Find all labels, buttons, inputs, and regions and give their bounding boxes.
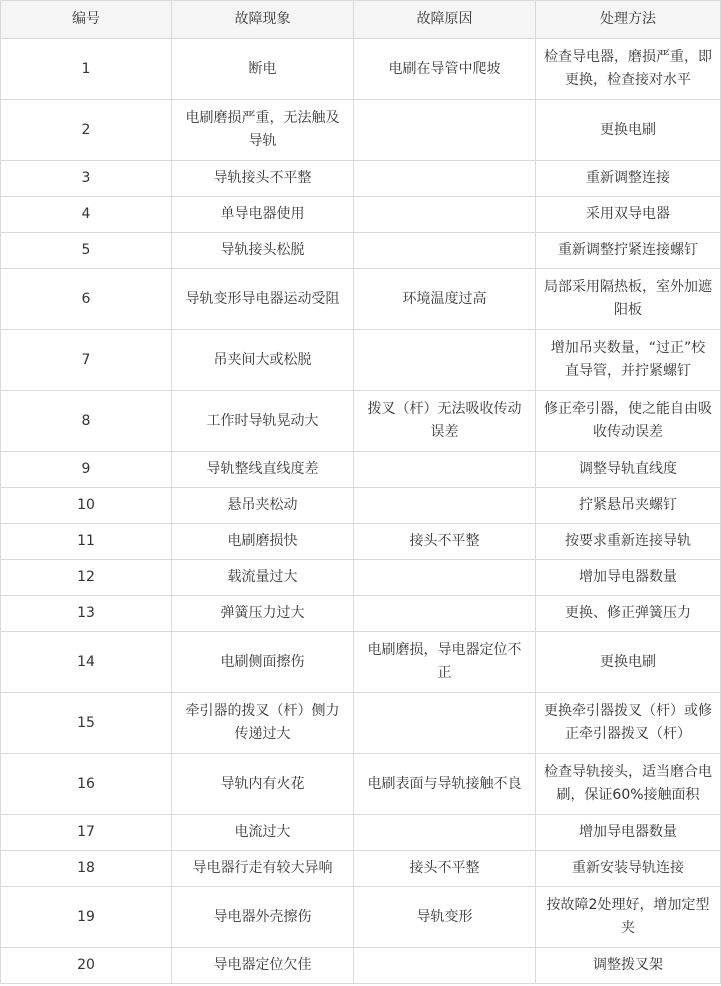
cell-symptom: 载流量过大 <box>172 560 354 596</box>
cell-cause <box>354 233 536 269</box>
cell-fix: 更换电刷 <box>536 100 721 161</box>
cell-cause <box>354 197 536 233</box>
cell-symptom: 导轨接头松脱 <box>172 233 354 269</box>
cell-fix: 检查导电器，磨损严重，即更换，检查接对水平 <box>536 39 721 100</box>
cell-symptom: 单导电器使用 <box>172 197 354 233</box>
cell-no: 18 <box>1 851 172 887</box>
cell-cause <box>354 948 536 984</box>
cell-fix: 更换、修正弹簧压力 <box>536 596 721 632</box>
cell-fix: 修正牵引器，使之能自由吸收传动误差 <box>536 391 721 452</box>
cell-cause: 导轨变形 <box>354 887 536 948</box>
cell-no: 4 <box>1 197 172 233</box>
cell-symptom: 导轨内有火花 <box>172 754 354 815</box>
cell-no: 13 <box>1 596 172 632</box>
cell-symptom: 工作时导轨晃动大 <box>172 391 354 452</box>
cell-no: 2 <box>1 100 172 161</box>
table-row <box>1 524 721 560</box>
cell-no: 6 <box>1 269 172 330</box>
header-symptom: 故障现象 <box>172 1 354 39</box>
cell-symptom: 导轨接头不平整 <box>172 161 354 197</box>
table-row <box>1 391 721 452</box>
cell-cause <box>354 330 536 391</box>
cell-no: 10 <box>1 488 172 524</box>
cell-fix: 拧紧悬吊夹螺钉 <box>536 488 721 524</box>
cell-fix: 采用双导电器 <box>536 197 721 233</box>
cell-no: 20 <box>1 948 172 984</box>
header-cause: 故障原因 <box>354 1 536 39</box>
cell-no: 12 <box>1 560 172 596</box>
cell-no: 19 <box>1 887 172 948</box>
cell-cause: 电刷表面与导轨接触不良 <box>354 754 536 815</box>
cell-cause: 接头不平整 <box>354 851 536 887</box>
cell-symptom: 吊夹间大或松脱 <box>172 330 354 391</box>
table-row <box>1 488 721 524</box>
cell-symptom: 弹簧压力过大 <box>172 596 354 632</box>
cell-no: 8 <box>1 391 172 452</box>
cell-symptom: 导电器外壳擦伤 <box>172 887 354 948</box>
cell-no: 17 <box>1 815 172 851</box>
cell-symptom: 导轨变形导电器运动受阻 <box>172 269 354 330</box>
header-no: 编号 <box>1 1 172 39</box>
table-row <box>1 197 721 233</box>
cell-cause <box>354 488 536 524</box>
cell-fix: 重新调整拧紧连接螺钉 <box>536 233 721 269</box>
cell-cause: 电刷在导管中爬坡 <box>354 39 536 100</box>
cell-symptom: 导电器行走有较大异响 <box>172 851 354 887</box>
cell-no: 9 <box>1 452 172 488</box>
cell-symptom: 电流过大 <box>172 815 354 851</box>
table-header-row <box>1 1 721 39</box>
table-row <box>1 815 721 851</box>
cell-cause <box>354 693 536 754</box>
cell-cause <box>354 815 536 851</box>
cell-fix: 增加导电器数量 <box>536 815 721 851</box>
cell-cause: 拨叉（杆）无法吸收传动误差 <box>354 391 536 452</box>
cell-fix: 重新安装导轨连接 <box>536 851 721 887</box>
table-row <box>1 632 721 693</box>
cell-no: 5 <box>1 233 172 269</box>
cell-symptom: 电刷磨损快 <box>172 524 354 560</box>
cell-fix: 按要求重新连接导轨 <box>536 524 721 560</box>
cell-no: 3 <box>1 161 172 197</box>
cell-symptom: 导轨整线直线度差 <box>172 452 354 488</box>
cell-symptom: 电刷磨损严重，无法触及导轨 <box>172 100 354 161</box>
cell-symptom: 牵引器的拨叉（杆）侧力传递过大 <box>172 693 354 754</box>
cell-fix: 按故障2处理好，增加定型夹 <box>536 887 721 948</box>
table-row <box>1 233 721 269</box>
header-fix: 处理方法 <box>536 1 721 39</box>
cell-no: 11 <box>1 524 172 560</box>
cell-no: 16 <box>1 754 172 815</box>
cell-fix: 调整拨叉架 <box>536 948 721 984</box>
cell-fix: 更换牵引器拨叉（杆）或修正牵引器拨叉（杆） <box>536 693 721 754</box>
cell-symptom: 电刷侧面擦伤 <box>172 632 354 693</box>
cell-symptom: 导电器定位欠佳 <box>172 948 354 984</box>
cell-cause: 电刷磨损，导电器定位不正 <box>354 632 536 693</box>
cell-no: 1 <box>1 39 172 100</box>
cell-no: 14 <box>1 632 172 693</box>
table-row <box>1 39 721 100</box>
cell-symptom: 断电 <box>172 39 354 100</box>
cell-symptom: 悬吊夹松动 <box>172 488 354 524</box>
cell-cause: 接头不平整 <box>354 524 536 560</box>
table-row <box>1 693 721 754</box>
table-row <box>1 887 721 948</box>
table-row <box>1 269 721 330</box>
table-row <box>1 161 721 197</box>
cell-fix: 重新调整连接 <box>536 161 721 197</box>
table-row <box>1 596 721 632</box>
cell-fix: 增加导电器数量 <box>536 560 721 596</box>
table-row <box>1 452 721 488</box>
cell-no: 15 <box>1 693 172 754</box>
table-row <box>1 560 721 596</box>
table-row <box>1 948 721 984</box>
cell-cause <box>354 596 536 632</box>
cell-fix: 调整导轨直线度 <box>536 452 721 488</box>
cell-fix: 检查导轨接头，适当磨合电刷，保证60%接触面积 <box>536 754 721 815</box>
cell-cause <box>354 100 536 161</box>
cell-cause: 环境温度过高 <box>354 269 536 330</box>
table-row <box>1 100 721 161</box>
cell-fix: 更换电刷 <box>536 632 721 693</box>
cell-cause <box>354 452 536 488</box>
cell-cause <box>354 161 536 197</box>
cell-no: 7 <box>1 330 172 391</box>
table-row <box>1 330 721 391</box>
table-row <box>1 851 721 887</box>
cell-fix: 增加吊夹数量，“过正”校直导管，并拧紧螺钉 <box>536 330 721 391</box>
cell-cause <box>354 560 536 596</box>
table-row <box>1 754 721 815</box>
cell-fix: 局部采用隔热板，室外加遮阳板 <box>536 269 721 330</box>
